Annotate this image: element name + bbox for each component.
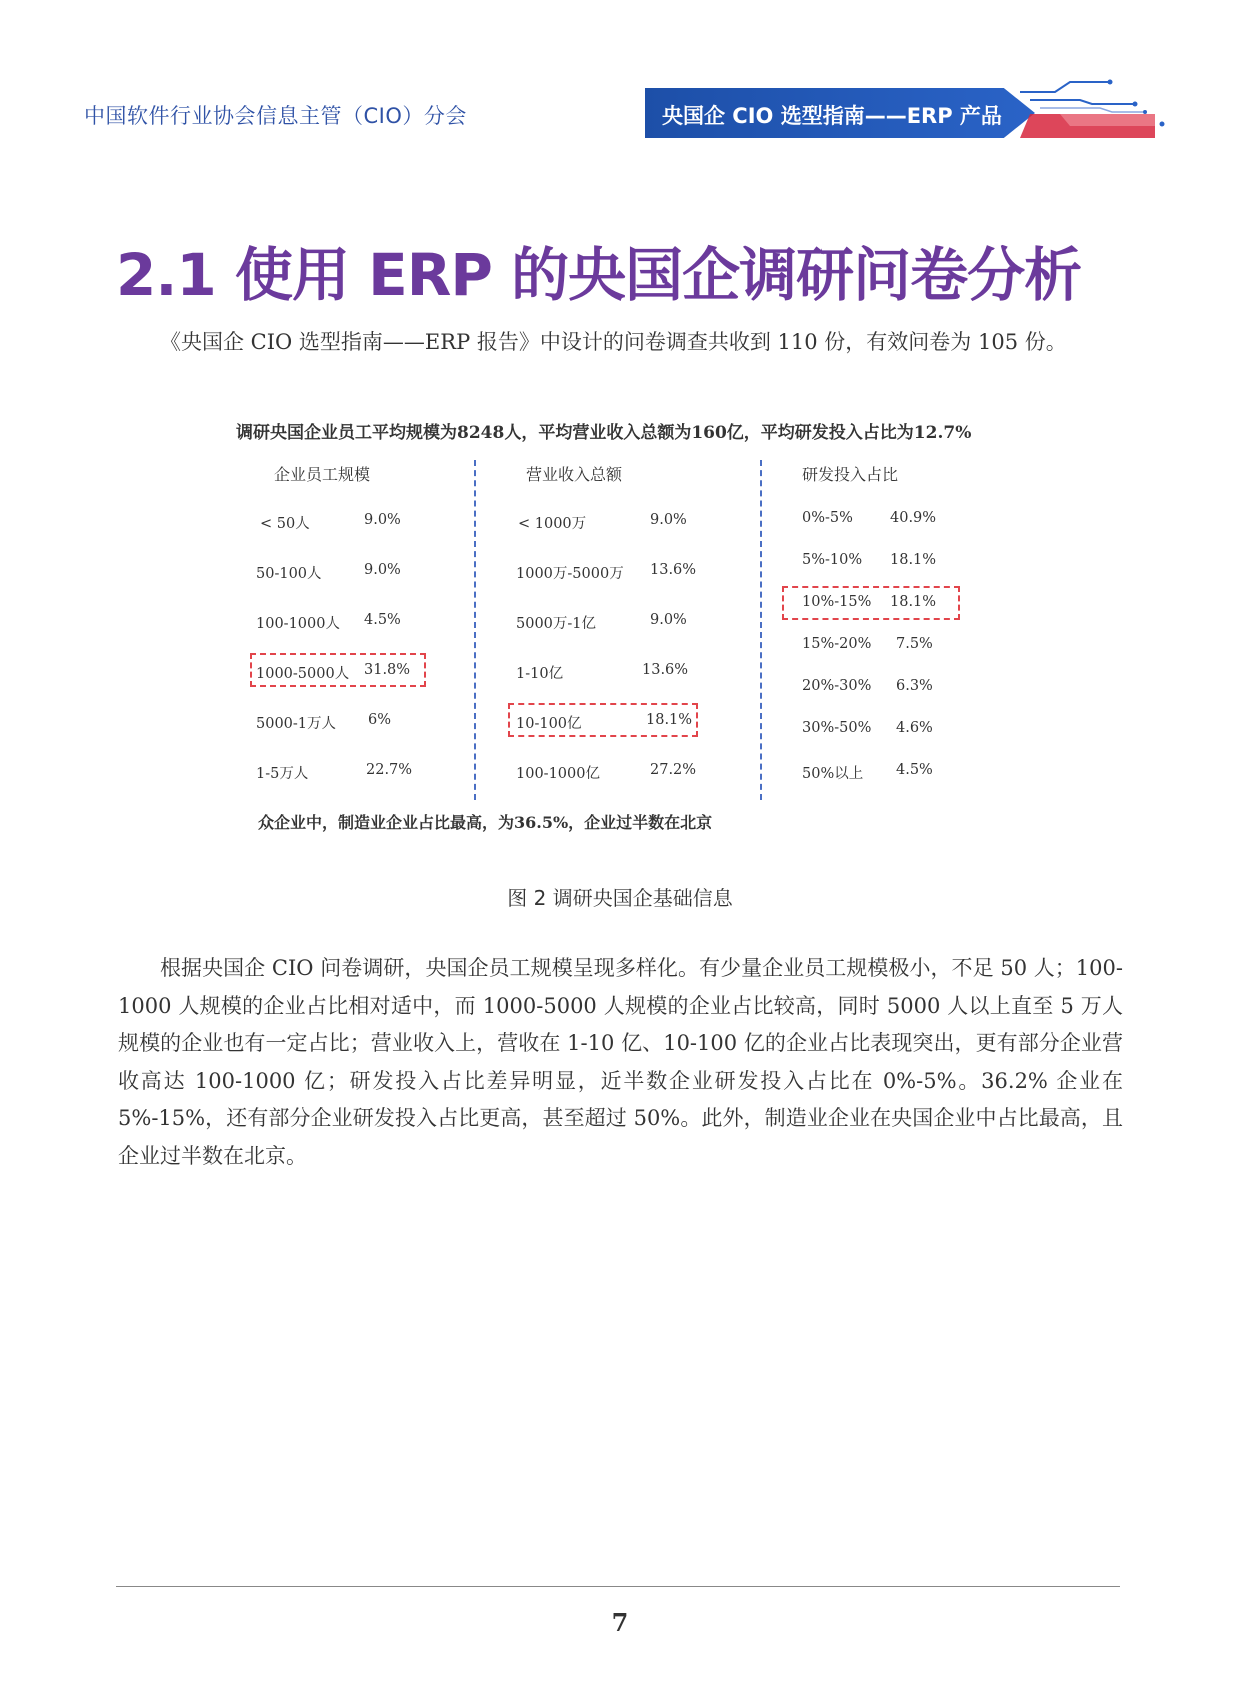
row-value: 4.6% (896, 720, 933, 736)
row-label: 50-100人 (256, 566, 322, 582)
survey-figure (230, 408, 1020, 848)
row-value: 6.3% (896, 678, 933, 694)
row-value: 13.6% (650, 562, 697, 578)
row-label: 20%-30% (802, 678, 872, 694)
row-value: 4.5% (896, 762, 933, 778)
row-label: 5000-1万人 (256, 716, 337, 732)
row-label: 5%-10% (802, 552, 863, 568)
row-label: 10%-15% (802, 594, 872, 610)
row-value: 18.1% (646, 712, 693, 728)
column-divider (760, 460, 762, 800)
row-label: 1000-5000人 (256, 666, 350, 682)
section-intro: 《央国企 CIO 选型指南——ERP 报告》中设计的问卷调查共收到 110 份，有效问卷为 105 份。 (160, 330, 1067, 354)
row-label: < 1000万 (518, 516, 587, 532)
row-value: 9.0% (650, 612, 687, 628)
row-value: 7.5% (896, 636, 933, 652)
section-title: 2.1 使用 ERP 的央国企调研问卷分析 (116, 241, 1082, 309)
circuit-decoration-icon (1000, 74, 1170, 144)
row-label: 10-100亿 (516, 716, 582, 732)
row-value: 27.2% (650, 762, 697, 778)
row-value: 18.1% (890, 552, 937, 568)
row-value: 40.9% (890, 510, 937, 526)
row-value: 9.0% (364, 562, 401, 578)
row-value: 18.1% (890, 594, 937, 610)
column-header-rd: 研发投入占比 (802, 465, 899, 484)
row-value: 31.8% (364, 662, 411, 678)
row-label: < 50人 (260, 516, 310, 532)
row-label: 1-5万人 (256, 766, 309, 782)
row-label: 1-10亿 (516, 666, 564, 682)
row-label: 30%-50% (802, 720, 872, 736)
row-label: 5000万-1亿 (516, 616, 597, 632)
row-value: 6% (368, 712, 392, 728)
body-paragraph: 根据央国企 CIO 问卷调研，央国企员工规模呈现多样化。有少量企业员工规模极小，不足 50 人；100-1000 人规模的企业占比相对适中，而 1000-5000 人规模的企业占比较高，同时 5000 人以上直至 5 万人规模的企业也有一定占比；营业收入上，营收在 1-10 亿、10-100 亿的企业占比表现突出，更有部分企业营收高达 100-1000 亿；研发投入占比差异明显，近半数企业研发投入占比在 0%-5%。36.2% 企业在 5%-15%，还有部分企业研发投入占比更高，甚至超过 50%。此外，制造业企业在央国企业中占比最高，且企业过半数在北京。 (118, 956, 1123, 1168)
column-header-employees: 企业员工规模 (274, 465, 371, 484)
row-label: 50%以上 (802, 766, 864, 782)
row-value: 9.0% (364, 512, 401, 528)
column-divider (474, 460, 476, 800)
column-header-revenue: 营业收入总额 (526, 465, 623, 484)
org-name: 中国软件行业协会信息主管（CIO）分会 (84, 104, 467, 128)
row-value: 22.7% (366, 762, 413, 778)
row-label: 100-1000亿 (516, 766, 600, 782)
figure-title: 调研央国企业员工平均规模为8248人，平均营业收入总额为160亿，平均研发投入占比为12.7% (236, 423, 972, 443)
banner-title: 央国企 CIO 选型指南——ERP 产品 (662, 104, 1002, 128)
page-number: 7 (611, 1608, 629, 1637)
row-label: 1000万-5000万 (516, 566, 624, 582)
row-label: 0%-5% (802, 510, 853, 526)
row-value: 13.6% (642, 662, 689, 678)
figure-footnote: 众企业中，制造业企业占比最高，为36.5%，企业过半数在北京 (258, 813, 713, 832)
row-label: 15%-20% (802, 636, 872, 652)
row-value: 4.5% (364, 612, 401, 628)
row-value: 9.0% (650, 512, 687, 528)
figure-caption: 图 2 调研央国企基础信息 (507, 886, 733, 910)
row-label: 100-1000人 (256, 616, 340, 632)
footer-divider (116, 1586, 1120, 1587)
